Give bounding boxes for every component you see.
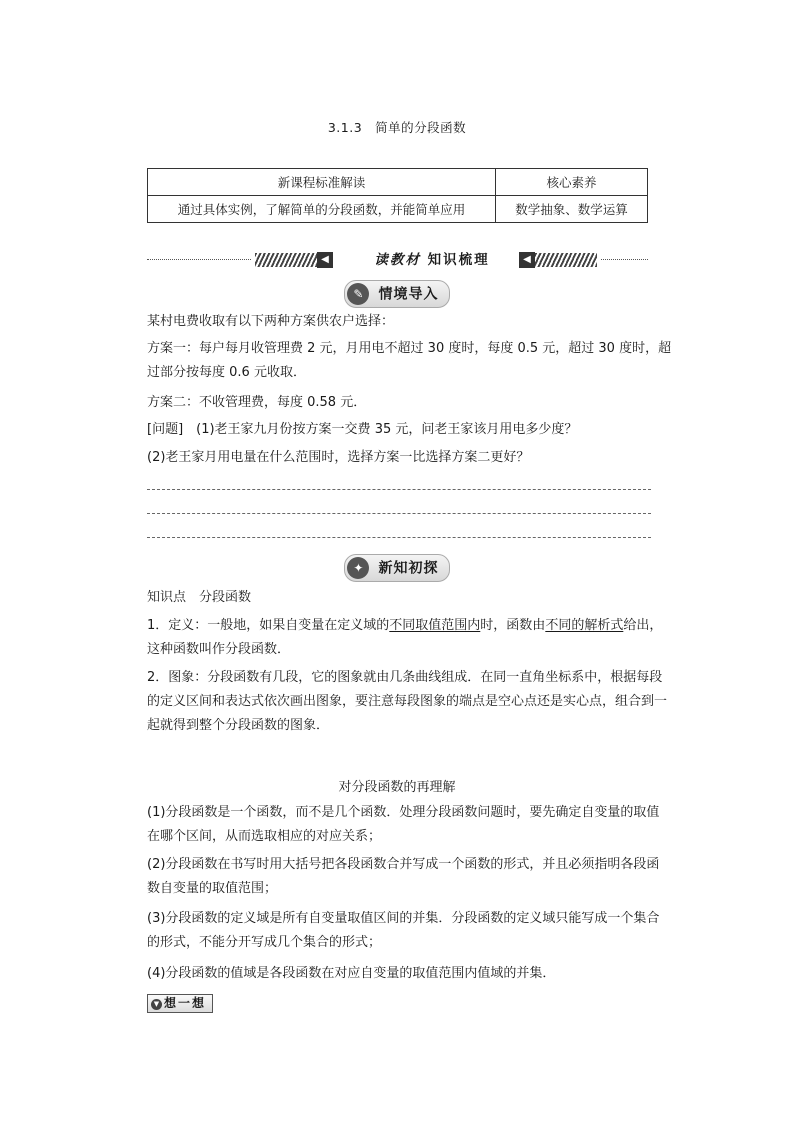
section-banner: [147, 251, 648, 269]
reunderstand-item: (1)分段函数是一个函数，而不是几个函数．处理分段函数问题时，要先确定自变量的取值在哪个区间，从而选取相应的对应关系；: [147, 805, 660, 844]
question-two: (2)老王家月用电量在什么范围时，选择方案一比选择方案二更好？: [147, 450, 530, 465]
banner-title-main: 知识梳理: [427, 252, 490, 268]
reunderstand-item: (3)分段函数的定义域是所有自变量取值区间的并集．分段函数的定义域只能写成一个集合的形式，不能分开写成几个集合的形式；: [147, 911, 660, 950]
plan-one: 方案一：每户每月收管理费 2 元，月用电不超过 30 度时，每度 0.5 元，超过 30 度时，超过部分按每度 0.6 元收取．: [147, 341, 672, 380]
answer-line: [147, 489, 651, 490]
scenario-intro: 某村电费收取有以下两种方案供农户选择：: [147, 314, 395, 329]
triangle-left-icon: ◀: [519, 252, 535, 268]
table-cell: 数学抽象、数学运算: [496, 196, 648, 223]
pencil-icon: ✎: [347, 283, 369, 305]
plan-two: 方案二：不收管理费，每度 0.58 元．: [147, 395, 367, 410]
graph-paragraph: 2．图象：分段函数有几段，它的图象就由几条曲线组成．在同一直角坐标系中，根据每段的定义区间和表达式依次画出图象，要注意每段图象的端点是空心点还是实心点，组合到一起就得到整个分段函数的图象．: [147, 670, 668, 733]
lightbulb-icon: ✦: [347, 557, 369, 579]
page-title: 3.1.3 简单的分段函数: [327, 120, 467, 135]
standards-table: [147, 168, 648, 223]
think-label: ▼ 想一想: [147, 994, 213, 1013]
triangle-left-icon: ◀: [317, 252, 333, 268]
answer-line: [147, 513, 651, 514]
banner-hatch-left: [255, 253, 317, 267]
question-one: [问题] (1)老王家九月份按方案一交费 35 元，问老王家该月用电多少度？: [147, 422, 578, 437]
reunderstand-heading: 对分段函数的再理解: [338, 780, 456, 795]
reunderstand-item: (4)分段函数的值域是各段函数在对应自变量的取值范围内值域的并集．: [147, 966, 556, 981]
banner-title: [352, 251, 512, 269]
knowledge-point-title: 知识点 分段函数: [147, 590, 252, 605]
table-header-cell: 核心素养: [496, 169, 648, 196]
table-cell: 通过具体实例，了解简单的分段函数，并能简单应用: [148, 196, 496, 223]
section-heading-new-knowledge: ✦ 新知初探: [0, 554, 794, 582]
banner-title-em: 读教材: [374, 252, 421, 268]
table-header-cell: 新课程标准解读: [148, 169, 496, 196]
key-term: 不同的解析式: [545, 618, 624, 633]
definition-paragraph: 1．定义：一般地，如果自变量在定义域的不同取值范围内时，函数由不同的解析式给出，这种函数叫作分段函数．: [147, 618, 663, 657]
banner-divider: [601, 259, 648, 260]
section-heading-situation: ✎ 情境导入: [0, 280, 794, 308]
table-row: [148, 196, 648, 223]
banner-divider: [147, 259, 251, 260]
answer-line: [147, 537, 651, 538]
chevron-down-icon: ▼: [151, 999, 162, 1010]
reunderstand-item: (2)分段函数在书写时用大括号把各段函数合并写成一个函数的形式，并且必须指明各段函数自变量的取值范围；: [147, 857, 660, 896]
key-term: 不同取值范围内: [389, 618, 481, 633]
table-header-row: [148, 169, 648, 196]
banner-hatch-right: [535, 253, 597, 267]
